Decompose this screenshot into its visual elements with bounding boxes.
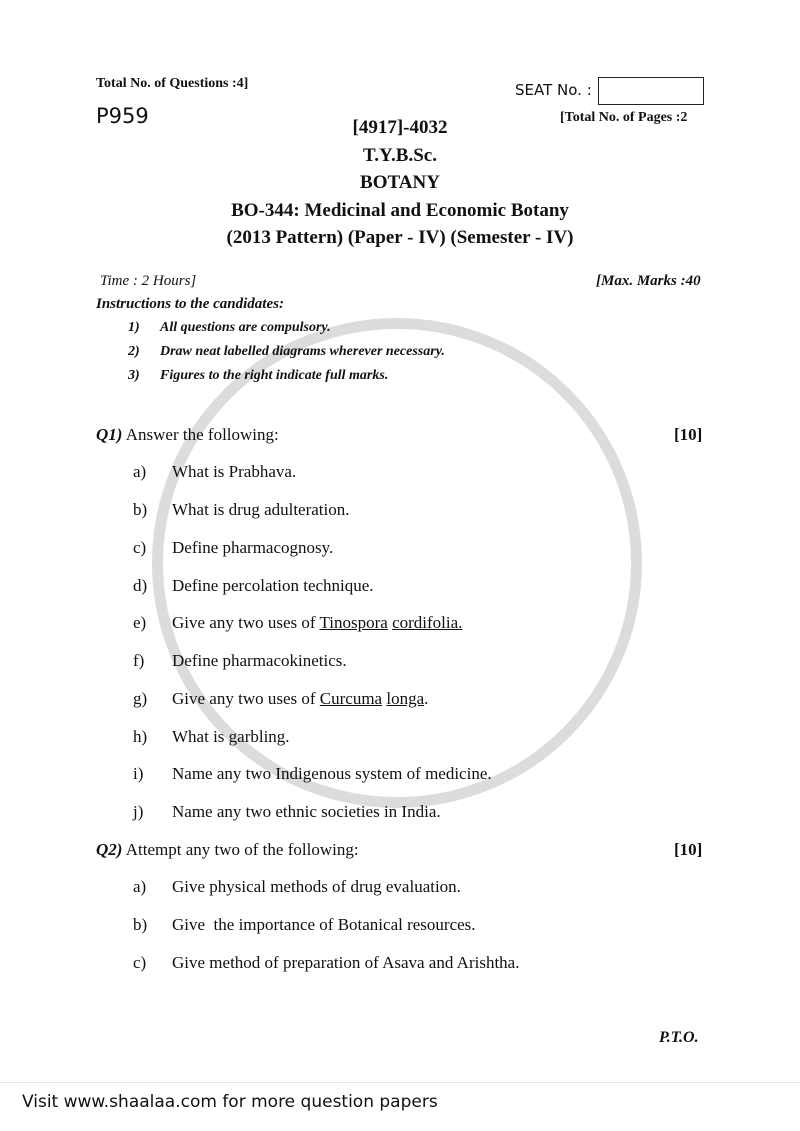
- exam-code: [4917]-4032: [352, 117, 448, 138]
- species-epithet: longa: [386, 689, 425, 708]
- item-label: a): [133, 877, 147, 896]
- paper-code: P959: [96, 104, 149, 128]
- item-label: b): [133, 915, 148, 934]
- total-questions: Total No. of Questions :4]: [96, 76, 249, 91]
- item-label: j): [133, 802, 144, 821]
- question-marks: [10]: [674, 425, 703, 444]
- pattern: (2013 Pattern) (Paper - IV) (Semester - IV): [226, 227, 574, 248]
- item-label: b): [133, 500, 148, 519]
- footer-divider: [0, 1082, 800, 1083]
- item-label: f): [133, 651, 145, 670]
- instruction-num: 2): [128, 344, 140, 359]
- item-label: g): [133, 689, 148, 708]
- item-text: What is Prabhava.: [172, 462, 297, 481]
- item-label: c): [133, 953, 147, 972]
- species-epithet: cordifolia.: [392, 613, 463, 632]
- item-text: Define pharmacognosy.: [172, 538, 334, 557]
- subject: BOTANY: [360, 172, 440, 193]
- max-marks: [Max. Marks :40: [596, 273, 701, 289]
- instructions-title: Instructions to the candidates:: [96, 296, 284, 312]
- item-text: Give the importance of Botanical resources.: [172, 915, 476, 934]
- item-text: Define pharmacokinetics.: [172, 651, 347, 670]
- species-genus: Curcuma: [319, 689, 383, 708]
- footer-link-text[interactable]: Visit www.shaalaa.com for more question papers: [22, 1092, 438, 1112]
- item-text: Give any two uses of: [172, 613, 320, 632]
- item-text: Name any two ethnic societies in India.: [172, 802, 441, 821]
- seat-label: SEAT No. :: [515, 81, 592, 99]
- item-label: c): [133, 538, 147, 557]
- item-label: i): [133, 764, 144, 783]
- item-text: What is drug adulteration.: [172, 500, 350, 519]
- question-number: Q1): [96, 425, 123, 444]
- item-text: Give method of preparation of Asava and Arishtha.: [172, 953, 520, 972]
- course: T.Y.B.Sc.: [363, 145, 437, 166]
- paper-title: BO-344: Medicinal and Economic Botany: [231, 200, 569, 221]
- seat-number-box[interactable]: [598, 77, 704, 105]
- instruction-text: Draw neat labelled diagrams wherever necessary.: [160, 344, 445, 359]
- item-text: Define percolation technique.: [172, 576, 374, 595]
- exam-time: Time : 2 Hours]: [100, 273, 197, 289]
- instruction-text: Figures to the right indicate full marks.: [160, 368, 389, 383]
- item-text: Name any two Indigenous system of medicine.: [172, 764, 492, 783]
- item-label: e): [133, 613, 147, 632]
- species-genus: Tinospora: [319, 613, 388, 632]
- instruction-text: All questions are compulsory.: [160, 320, 331, 335]
- instruction-num: 3): [128, 368, 140, 383]
- item-text: Give physical methods of drug evaluation.: [172, 877, 461, 896]
- item-label: a): [133, 462, 147, 481]
- question-text: Attempt any two of the following:: [125, 840, 359, 859]
- item-label: d): [133, 576, 148, 595]
- item-text: What is garbling.: [172, 727, 290, 746]
- question-marks: [10]: [674, 840, 703, 859]
- item-label: h): [133, 727, 148, 746]
- pto-label: P.T.O.: [659, 1029, 699, 1046]
- question-number: Q2): [96, 840, 123, 859]
- item-end: .: [424, 689, 429, 708]
- question-text: Answer the following:: [125, 425, 279, 444]
- instruction-num: 1): [128, 320, 140, 335]
- item-text: Give any two uses of: [172, 689, 320, 708]
- total-pages: [Total No. of Pages :2: [560, 110, 688, 125]
